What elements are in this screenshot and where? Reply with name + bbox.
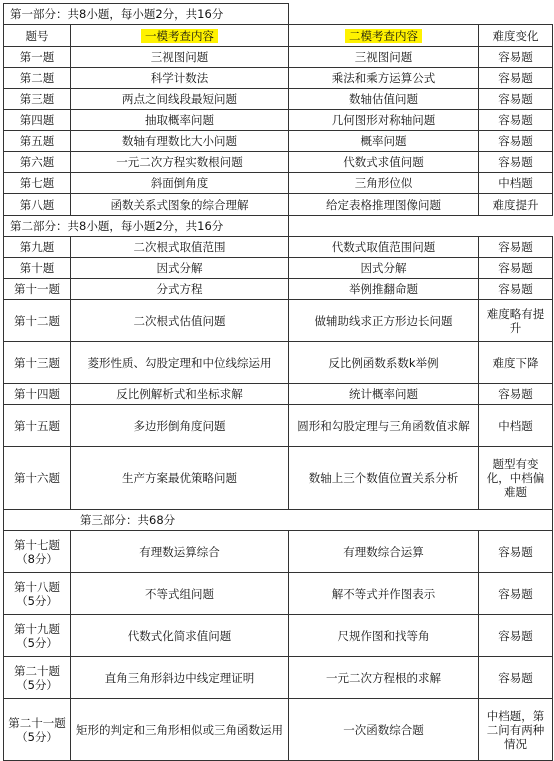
first-exam-topic: 两点之间线段最短问题 <box>71 89 289 110</box>
second-exam-topic: 尺规作图和找等角 <box>289 615 479 657</box>
difficulty-change: 难度提升 <box>479 194 553 216</box>
question-number: 第四题 <box>4 110 71 131</box>
question-number: 第七题 <box>4 173 71 194</box>
second-exam-topic: 三角形位似 <box>289 173 479 194</box>
table-row <box>4 384 553 405</box>
difficulty-change: 容易题 <box>479 237 553 258</box>
question-number: 第十二题 <box>4 300 71 342</box>
difficulty-change: 容易题 <box>479 279 553 300</box>
first-exam-topic: 二次根式取值范围 <box>71 237 289 258</box>
table-row <box>4 573 553 615</box>
header-change: 难度变化 <box>479 25 553 47</box>
second-exam-topic: 解不等式并作图表示 <box>289 573 479 615</box>
second-exam-topic: 反比例函数系数k举例 <box>289 342 479 384</box>
difficulty-change: 容易题 <box>479 47 553 68</box>
table-row <box>4 300 553 342</box>
question-number: 第十六题 <box>4 447 71 510</box>
question-number: 第二题 <box>4 68 71 89</box>
difficulty-change: 容易题 <box>479 152 553 173</box>
table-row <box>4 615 553 657</box>
document-page <box>3 3 552 761</box>
table-row <box>4 68 553 89</box>
second-exam-topic: 一元二次方程根的求解 <box>289 657 479 699</box>
first-exam-topic: 二次根式估值问题 <box>71 300 289 342</box>
difficulty-change: 中档题 <box>479 405 553 447</box>
header-second-exam-label: 二模考查内容 <box>345 29 422 43</box>
difficulty-change: 容易题 <box>479 258 553 279</box>
question-number: 第八题 <box>4 194 71 216</box>
header-second-exam <box>289 25 479 47</box>
question-number: 第二十题（5分） <box>4 657 71 699</box>
table-row <box>4 237 553 258</box>
question-number: 第十八题（5分） <box>4 573 71 615</box>
second-exam-topic: 概率问题 <box>289 131 479 152</box>
first-exam-topic: 有理数运算综合 <box>71 531 289 573</box>
question-number: 第二十一题（5分） <box>4 699 71 761</box>
first-exam-topic: 数轴有理数比大小问题 <box>71 131 289 152</box>
section-row <box>4 510 553 531</box>
difficulty-change: 容易题 <box>479 68 553 89</box>
second-exam-topic: 数轴上三个数值位置关系分析 <box>289 447 479 510</box>
second-exam-topic: 三视图问题 <box>289 47 479 68</box>
question-number: 第十题 <box>4 258 71 279</box>
first-exam-topic: 函数关系式图象的综合理解 <box>71 194 289 216</box>
table-row <box>4 89 553 110</box>
difficulty-change: 中档题，第二问有两种情况 <box>479 699 553 761</box>
difficulty-change: 容易题 <box>479 615 553 657</box>
section-row <box>4 4 553 25</box>
second-exam-topic: 乘法和乘方运算公式 <box>289 68 479 89</box>
first-exam-topic: 反比例解析式和坐标求解 <box>71 384 289 405</box>
first-exam-topic: 斜面倒角度 <box>71 173 289 194</box>
table-row <box>4 657 553 699</box>
difficulty-change: 容易题 <box>479 110 553 131</box>
difficulty-change: 容易题 <box>479 384 553 405</box>
table-row <box>4 194 553 216</box>
exam-comparison-table <box>3 3 553 761</box>
section-title: 第三部分：共68分 <box>4 510 553 531</box>
second-exam-topic: 举例推翻命题 <box>289 279 479 300</box>
question-number: 第九题 <box>4 237 71 258</box>
second-exam-topic: 数轴估值问题 <box>289 89 479 110</box>
first-exam-topic: 三视图问题 <box>71 47 289 68</box>
table-row <box>4 110 553 131</box>
question-number: 第一题 <box>4 47 71 68</box>
table-row <box>4 405 553 447</box>
first-exam-topic: 一元二次方程实数根问题 <box>71 152 289 173</box>
difficulty-change: 容易题 <box>479 657 553 699</box>
header-num: 题号 <box>4 25 71 47</box>
header-first-exam-label: 一模考查内容 <box>141 29 218 43</box>
first-exam-topic: 分式方程 <box>71 279 289 300</box>
header-row <box>4 25 553 47</box>
table-row <box>4 131 553 152</box>
first-exam-topic: 生产方案最优策略问题 <box>71 447 289 510</box>
second-exam-topic: 给定表格推理图像问题 <box>289 194 479 216</box>
table-row <box>4 152 553 173</box>
table-row <box>4 699 553 761</box>
first-exam-topic: 菱形性质、勾股定理和中位线综运用 <box>71 342 289 384</box>
second-exam-topic: 代数式取值范围问题 <box>289 237 479 258</box>
first-exam-topic: 代数式化简求值问题 <box>71 615 289 657</box>
second-exam-topic: 有理数综合运算 <box>289 531 479 573</box>
section-row <box>4 216 553 237</box>
section-title: 第二部分：共8小题，每小题2分，共16分 <box>4 216 289 237</box>
section-title: 第一部分：共8小题，每小题2分，共16分 <box>4 4 289 25</box>
question-number: 第十九题（5分） <box>4 615 71 657</box>
second-exam-topic: 统计概率问题 <box>289 384 479 405</box>
first-exam-topic: 直角三角形斜边中线定理证明 <box>71 657 289 699</box>
second-exam-topic: 一次函数综合题 <box>289 699 479 761</box>
second-exam-topic: 圆形和勾股定理与三角函数值求解 <box>289 405 479 447</box>
header-first-exam <box>71 25 289 47</box>
question-number: 第十七题（8分） <box>4 531 71 573</box>
difficulty-change: 难度下降 <box>479 342 553 384</box>
question-number: 第十一题 <box>4 279 71 300</box>
question-number: 第五题 <box>4 131 71 152</box>
question-number: 第三题 <box>4 89 71 110</box>
table-row <box>4 342 553 384</box>
difficulty-change: 容易题 <box>479 531 553 573</box>
table-row <box>4 531 553 573</box>
question-number: 第六题 <box>4 152 71 173</box>
second-exam-topic: 做辅助线求正方形边长问题 <box>289 300 479 342</box>
table-row <box>4 279 553 300</box>
second-exam-topic: 几何图形对称轴问题 <box>289 110 479 131</box>
difficulty-change: 容易题 <box>479 573 553 615</box>
first-exam-topic: 抽取概率问题 <box>71 110 289 131</box>
question-number: 第十五题 <box>4 405 71 447</box>
first-exam-topic: 科学计数法 <box>71 68 289 89</box>
second-exam-topic: 代数式求值问题 <box>289 152 479 173</box>
second-exam-topic: 因式分解 <box>289 258 479 279</box>
first-exam-topic: 矩形的判定和三角形相似或三角函数运用 <box>71 699 289 761</box>
table-row <box>4 47 553 68</box>
first-exam-topic: 不等式组问题 <box>71 573 289 615</box>
difficulty-change: 题型有变化，中档偏难题 <box>479 447 553 510</box>
difficulty-change: 中档题 <box>479 173 553 194</box>
difficulty-change: 难度略有提升 <box>479 300 553 342</box>
first-exam-topic: 因式分解 <box>71 258 289 279</box>
first-exam-topic: 多边形倒角度问题 <box>71 405 289 447</box>
question-number: 第十四题 <box>4 384 71 405</box>
difficulty-change: 容易题 <box>479 89 553 110</box>
table-row <box>4 258 553 279</box>
table-row <box>4 173 553 194</box>
question-number: 第十三题 <box>4 342 71 384</box>
table-row <box>4 447 553 510</box>
difficulty-change: 容易题 <box>479 131 553 152</box>
